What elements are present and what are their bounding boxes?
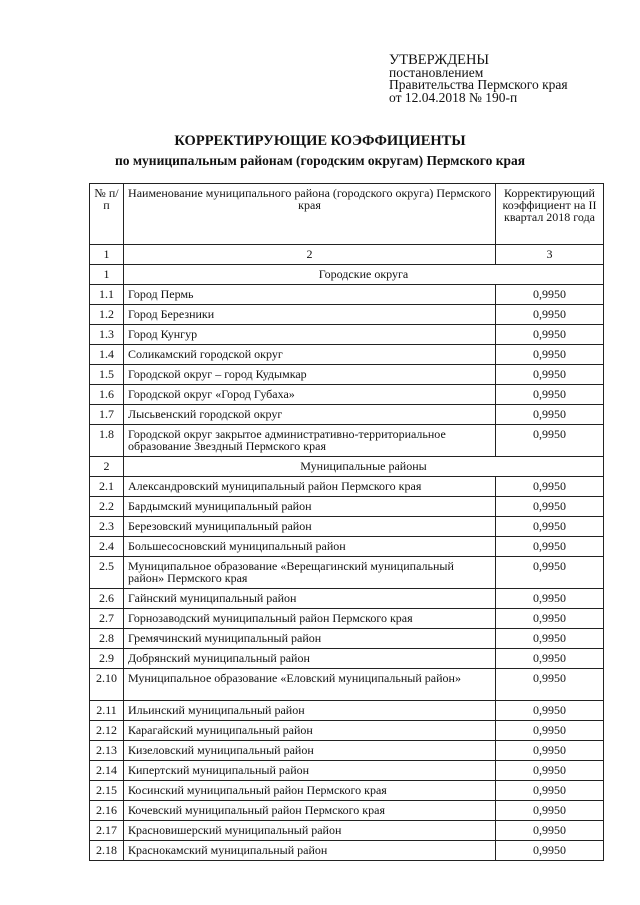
col-number-1: 1 xyxy=(90,245,124,265)
table-row xyxy=(90,497,604,517)
table-row xyxy=(90,365,604,385)
row-name: Город Кунгур xyxy=(124,325,496,345)
table-row xyxy=(90,841,604,861)
row-number: 2.3 xyxy=(90,517,124,537)
table-row xyxy=(90,537,604,557)
row-number: 1.4 xyxy=(90,345,124,365)
row-coefficient: 0,9950 xyxy=(496,781,604,801)
row-coefficient: 0,9950 xyxy=(496,609,604,629)
row-name: Бардымский муниципальный район xyxy=(124,497,496,517)
row-coefficient: 0,9950 xyxy=(496,497,604,517)
row-coefficient: 0,9950 xyxy=(496,405,604,425)
row-number: 1.6 xyxy=(90,385,124,405)
row-coefficient: 0,9950 xyxy=(496,365,604,385)
approval-line: Правительства Пермского края xyxy=(389,77,568,92)
row-coefficient: 0,9950 xyxy=(496,841,604,861)
col-number-2: 2 xyxy=(124,245,496,265)
row-number: 2.7 xyxy=(90,609,124,629)
row-name: Гайнский муниципальный район xyxy=(124,589,496,609)
row-name: Александровский муниципальный район Пермского края xyxy=(124,477,496,497)
row-coefficient: 0,9950 xyxy=(496,761,604,781)
row-number: 2.5 xyxy=(90,557,124,589)
column-number-row xyxy=(90,245,604,265)
table-row xyxy=(90,721,604,741)
coefficients-table xyxy=(89,183,604,861)
row-coefficient: 0,9950 xyxy=(496,701,604,721)
row-number: 2.10 xyxy=(90,669,124,701)
row-coefficient: 0,9950 xyxy=(496,345,604,365)
row-number: 2.13 xyxy=(90,741,124,761)
approval-heading: УТВЕРЖДЕНЫ xyxy=(389,52,490,68)
approval-line: постановлением xyxy=(389,64,484,80)
table-row xyxy=(90,305,604,325)
row-name: Городской округ – город Кудымкар xyxy=(124,365,496,385)
approval-stamp xyxy=(389,54,568,104)
section-title: Городские округа xyxy=(124,265,604,285)
row-name: Город Пермь xyxy=(124,285,496,305)
table-row xyxy=(90,345,604,365)
row-name: Краснокамский муниципальный район xyxy=(124,841,496,861)
row-number: 2.4 xyxy=(90,537,124,557)
row-coefficient: 0,9950 xyxy=(496,649,604,669)
table-row xyxy=(90,425,604,457)
row-number: 2.9 xyxy=(90,649,124,669)
row-name: Гремячинский муниципальный район xyxy=(124,629,496,649)
row-coefficient: 0,9950 xyxy=(496,285,604,305)
row-coefficient: 0,9950 xyxy=(496,629,604,649)
row-number: 2.12 xyxy=(90,721,124,741)
row-number: 2.17 xyxy=(90,821,124,841)
table-row xyxy=(90,801,604,821)
row-coefficient: 0,9950 xyxy=(496,669,604,701)
table-row xyxy=(90,385,604,405)
row-name: Соликамский городской округ xyxy=(124,345,496,365)
table-header-row xyxy=(90,184,604,245)
row-coefficient: 0,9950 xyxy=(496,721,604,741)
row-number: 2.14 xyxy=(90,761,124,781)
row-name: Городской округ «Город Губаха» xyxy=(124,385,496,405)
table-row xyxy=(90,517,604,537)
table-row xyxy=(90,669,604,701)
row-name: Городской округ закрытое административно-территориальное образование Звездный Пермского края xyxy=(124,425,496,457)
row-coefficient: 0,9950 xyxy=(496,477,604,497)
row-number: 1.5 xyxy=(90,365,124,385)
row-name: Кипертский муниципальный район xyxy=(124,761,496,781)
row-coefficient: 0,9950 xyxy=(496,741,604,761)
row-name: Муниципальное образование «Верещагинский муниципальный район» Пермского края xyxy=(124,557,496,589)
row-number: 2.6 xyxy=(90,589,124,609)
approval-line: от 12.04.2018 № 190-п xyxy=(389,89,518,105)
row-coefficient: 0,9950 xyxy=(496,385,604,405)
section-title: Муниципальные районы xyxy=(124,457,604,477)
section-row xyxy=(90,265,604,285)
row-number: 2.18 xyxy=(90,841,124,861)
document-title: КОРРЕКТИРУЮЩИЕ КОЭФФИЦИЕНТЫ xyxy=(174,133,466,149)
row-name: Косинский муниципальный район Пермского края xyxy=(124,781,496,801)
row-name: Красновишерский муниципальный район xyxy=(124,821,496,841)
table-row xyxy=(90,557,604,589)
row-number: 1.7 xyxy=(90,405,124,425)
table-row xyxy=(90,477,604,497)
row-coefficient: 0,9950 xyxy=(496,517,604,537)
row-name: Кочевский муниципальный район Пермского края xyxy=(124,801,496,821)
row-number: 2.2 xyxy=(90,497,124,517)
table-row xyxy=(90,405,604,425)
row-name: Лысьвенский городской округ xyxy=(124,405,496,425)
document-subtitle: по муниципальным районам (городским округам) Пермского края xyxy=(114,153,526,168)
row-number: 1.3 xyxy=(90,325,124,345)
row-coefficient: 0,9950 xyxy=(496,821,604,841)
row-number: 1.8 xyxy=(90,425,124,457)
table-row xyxy=(90,821,604,841)
table-row xyxy=(90,325,604,345)
header-coef: Корректирующий коэффициент на II квартал 2018 года xyxy=(496,184,604,245)
header-num: № п/п xyxy=(90,184,124,245)
row-coefficient: 0,9950 xyxy=(496,305,604,325)
row-name: Большесосновский муниципальный район xyxy=(124,537,496,557)
row-number: 1.2 xyxy=(90,305,124,325)
table-row xyxy=(90,629,604,649)
table-row xyxy=(90,761,604,781)
row-number: 2.8 xyxy=(90,629,124,649)
row-coefficient: 0,9950 xyxy=(496,325,604,345)
row-number: 2.11 xyxy=(90,701,124,721)
row-coefficient: 0,9950 xyxy=(496,425,604,457)
row-name: Ильинский муниципальный район xyxy=(124,701,496,721)
section-number: 1 xyxy=(90,265,124,285)
row-coefficient: 0,9950 xyxy=(496,801,604,821)
row-coefficient: 0,9950 xyxy=(496,537,604,557)
row-number: 2.15 xyxy=(90,781,124,801)
section-number: 2 xyxy=(90,457,124,477)
section-row xyxy=(90,457,604,477)
row-name: Березовский муниципальный район xyxy=(124,517,496,537)
table-row xyxy=(90,285,604,305)
row-name: Карагайский муниципальный район xyxy=(124,721,496,741)
row-coefficient: 0,9950 xyxy=(496,557,604,589)
row-coefficient: 0,9950 xyxy=(496,589,604,609)
table-row xyxy=(90,781,604,801)
row-name: Кизеловский муниципальный район xyxy=(124,741,496,761)
col-number-3: 3 xyxy=(496,245,604,265)
row-name: Муниципальное образование «Еловский муниципальный район» xyxy=(124,669,496,701)
row-number: 2.16 xyxy=(90,801,124,821)
row-number: 1.1 xyxy=(90,285,124,305)
row-name: Горнозаводский муниципальный район Пермского края xyxy=(124,609,496,629)
row-name: Город Березники xyxy=(124,305,496,325)
table-row xyxy=(90,649,604,669)
table-row xyxy=(90,701,604,721)
table-row xyxy=(90,609,604,629)
table-row xyxy=(90,589,604,609)
row-name: Добрянский муниципальный район xyxy=(124,649,496,669)
table-row xyxy=(90,741,604,761)
row-number: 2.1 xyxy=(90,477,124,497)
header-name: Наименование муниципального района (городского округа) Пермского края xyxy=(124,184,496,245)
